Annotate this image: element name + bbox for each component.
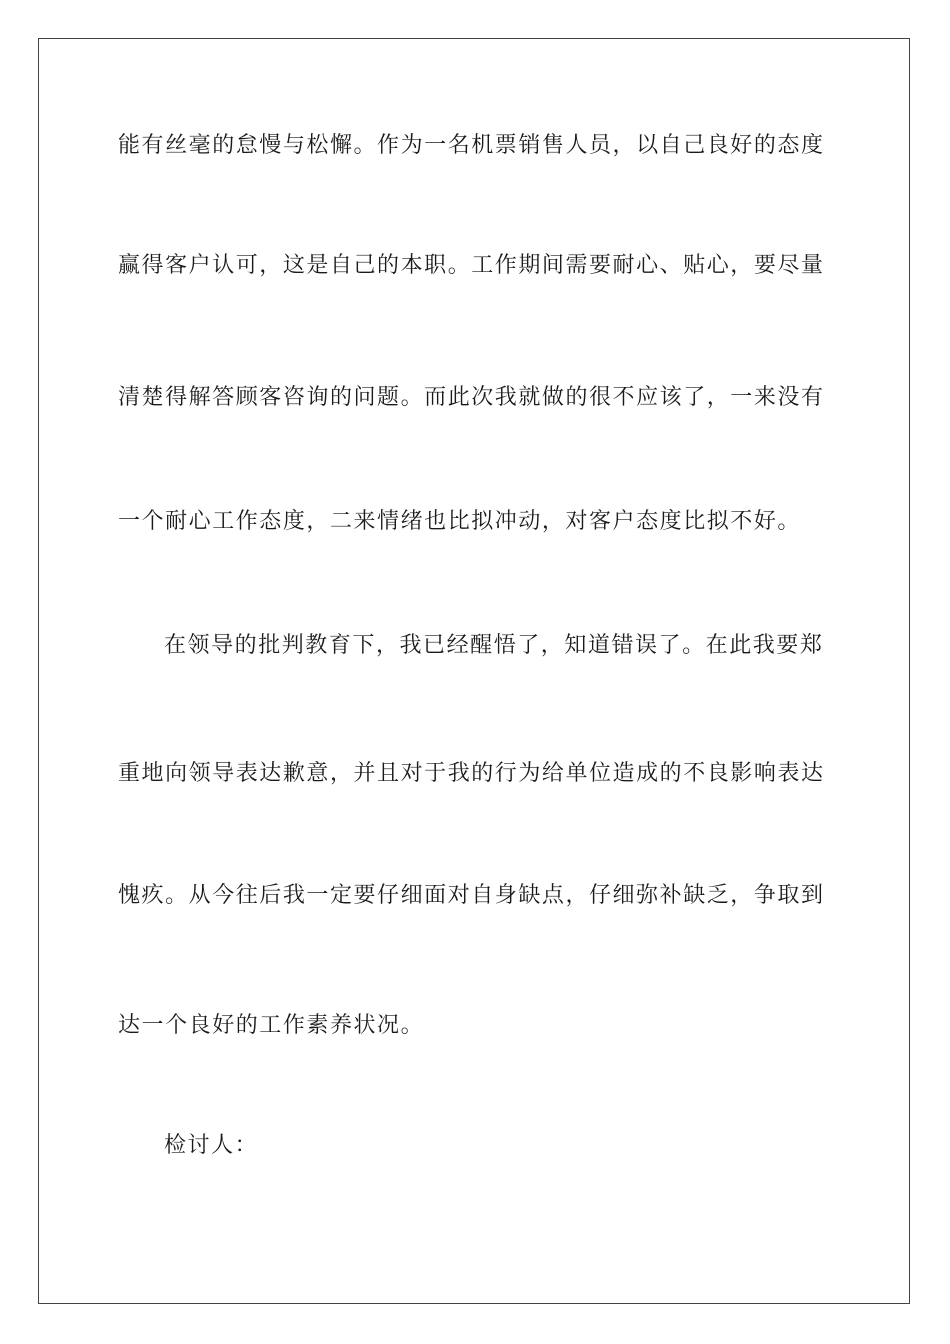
paragraph-line: 重地向领导表达歉意，并且对于我的行为给单位造成的不良影响表达	[118, 761, 825, 786]
paragraph-line: 愧疚。从今往后我一定要仔细面对自身缺点，仔细弥补缺乏，争取到	[118, 883, 825, 908]
page-border	[38, 38, 910, 1304]
signature-label: 检讨人：	[164, 1133, 259, 1158]
paragraph-line: 在领导的批判教育下，我已经醒悟了，知道错误了。在此我要郑	[164, 633, 824, 658]
paragraph-line: 清楚得解答顾客咨询的问题。而此次我就做的很不应该了，一来没有	[118, 385, 825, 410]
paragraph-line: 赢得客户认可，这是自己的本职。工作期间需要耐心、贴心，要尽量	[118, 253, 825, 278]
paragraph-line: 达一个良好的工作素养状况。	[118, 1013, 425, 1038]
paragraph-line: 一个耐心工作态度，二来情绪也比拟冲动，对客户态度比拟不好。	[118, 509, 801, 534]
paragraph-line: 能有丝毫的怠慢与松懈。作为一名机票销售人员，以自己良好的态度	[118, 133, 825, 158]
